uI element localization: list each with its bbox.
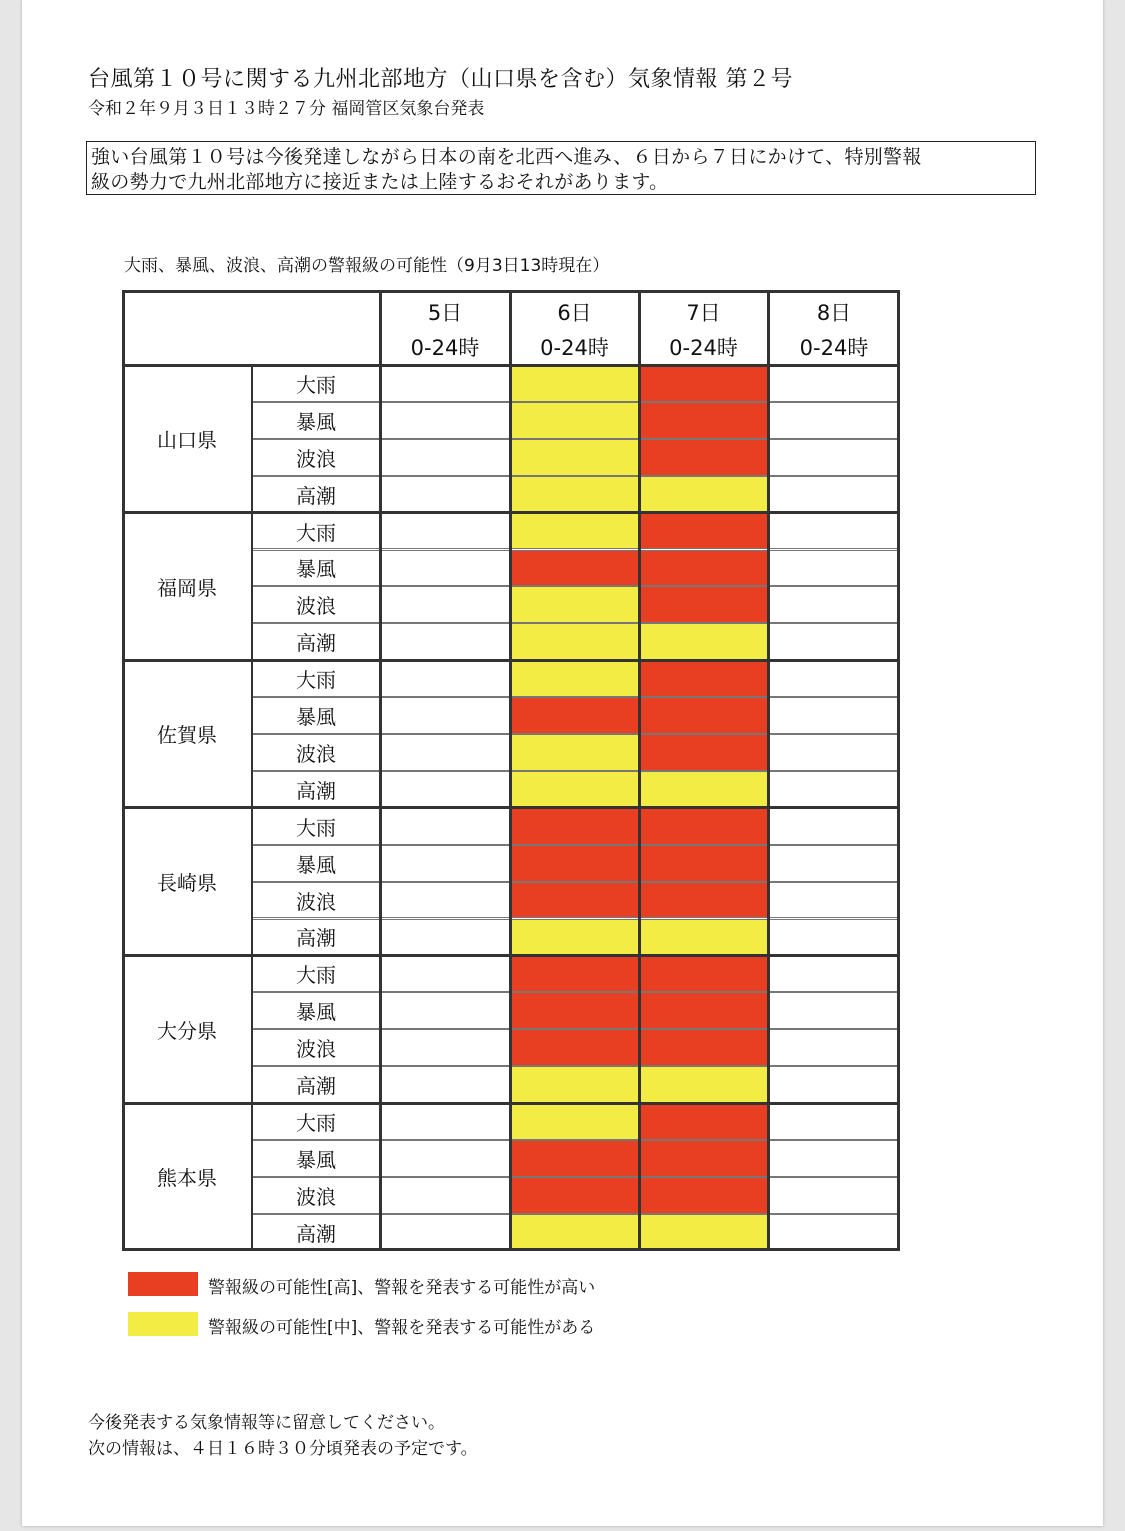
- day-label: 5日: [427, 301, 463, 325]
- page-title: 台風第１０号に関する九州北部地方（山口県を含む）気象情報 第２号: [88, 67, 793, 92]
- hazard-label: 大雨: [296, 1110, 336, 1135]
- level-cell-high: [510, 697, 639, 734]
- day-label: 6日: [557, 301, 592, 325]
- legend-swatch-high: [128, 1272, 198, 1296]
- hazard-label: 高潮: [296, 926, 336, 951]
- level-cell-none: [768, 660, 900, 697]
- level-cell-high: [639, 882, 768, 919]
- hazard-label: 波浪: [296, 889, 336, 914]
- level-cell-none: [768, 919, 900, 956]
- hazard-label: 暴風: [296, 557, 336, 582]
- level-cell-mid: [510, 1103, 639, 1140]
- level-cell-mid: [510, 623, 639, 660]
- level-cell-high: [639, 845, 768, 882]
- hazard-label: 大雨: [296, 963, 336, 988]
- level-cell-none: [768, 513, 900, 550]
- prefecture-name: 佐賀県: [157, 723, 217, 748]
- level-cell-none: [768, 808, 900, 845]
- hazard-label: 暴風: [296, 1000, 336, 1025]
- level-cell-none: [380, 1066, 510, 1103]
- level-cell-none: [380, 882, 510, 919]
- hazard-label: 暴風: [296, 852, 336, 877]
- level-cell-mid: [510, 660, 639, 697]
- prefecture-name: 熊本県: [157, 1166, 217, 1191]
- document-page: [22, 0, 1103, 1526]
- level-cell-none: [380, 623, 510, 660]
- hazard-label: 高潮: [296, 631, 336, 656]
- summary-box: [86, 141, 1036, 195]
- level-cell-high: [510, 992, 639, 1029]
- level-cell-none: [380, 734, 510, 771]
- level-cell-mid: [639, 623, 768, 660]
- level-cell-mid: [510, 919, 639, 956]
- level-cell-mid: [510, 439, 639, 476]
- level-cell-none: [768, 1103, 900, 1140]
- level-cell-high: [639, 365, 768, 402]
- level-cell-none: [768, 955, 900, 992]
- hazard-label: 暴風: [296, 1147, 336, 1172]
- level-cell-mid: [639, 476, 768, 513]
- level-cell-high: [639, 402, 768, 439]
- level-cell-high: [639, 586, 768, 623]
- level-cell-high: [510, 1140, 639, 1177]
- hazard-label: 波浪: [296, 594, 336, 619]
- footer-note: 今後発表する気象情報等に留意してください。: [88, 1413, 445, 1433]
- level-cell-none: [768, 623, 900, 660]
- prefecture-name: 山口県: [157, 428, 217, 453]
- level-cell-none: [380, 955, 510, 992]
- level-cell-high: [510, 882, 639, 919]
- hazard-label: 高潮: [296, 778, 336, 803]
- level-cell-high: [639, 1103, 768, 1140]
- period-label: 0-24時: [540, 335, 609, 360]
- level-cell-high: [639, 734, 768, 771]
- level-cell-none: [380, 365, 510, 402]
- hazard-label: 暴風: [296, 705, 336, 730]
- level-cell-high: [639, 955, 768, 992]
- level-cell-none: [768, 365, 900, 402]
- level-cell-none: [380, 402, 510, 439]
- level-cell-none: [380, 550, 510, 587]
- next-info-note: 次の情報は、４日１６時３０分頃発表の予定です。: [88, 1439, 478, 1459]
- level-cell-none: [768, 845, 900, 882]
- hazard-label: 波浪: [296, 741, 336, 766]
- hazard-label: 暴風: [296, 409, 336, 434]
- level-cell-none: [380, 808, 510, 845]
- table-caption: 大雨、暴風、波浪、高潮の警報級の可能性（9月3日13時現在）: [124, 256, 610, 276]
- level-cell-high: [639, 439, 768, 476]
- level-cell-mid: [510, 513, 639, 550]
- level-cell-high: [639, 1029, 768, 1066]
- level-cell-mid: [510, 365, 639, 402]
- level-cell-high: [510, 808, 639, 845]
- level-cell-high: [639, 697, 768, 734]
- level-cell-high: [510, 550, 639, 587]
- level-cell-none: [380, 771, 510, 808]
- level-cell-none: [380, 697, 510, 734]
- level-cell-high: [510, 1177, 639, 1214]
- level-cell-mid: [510, 771, 639, 808]
- level-cell-mid: [510, 402, 639, 439]
- level-cell-none: [768, 550, 900, 587]
- warning-possibility-table: [122, 290, 900, 1254]
- level-cell-mid: [510, 734, 639, 771]
- level-cell-high: [639, 513, 768, 550]
- level-cell-none: [768, 476, 900, 513]
- level-cell-none: [768, 882, 900, 919]
- level-cell-high: [639, 660, 768, 697]
- level-cell-none: [380, 476, 510, 513]
- period-label: 0-24時: [799, 335, 869, 360]
- hazard-label: 大雨: [296, 668, 336, 693]
- level-cell-mid: [639, 1214, 768, 1251]
- header-corner-cell: [122, 290, 380, 365]
- level-cell-high: [639, 808, 768, 845]
- legend-label-mid: 警報級の可能性[中]、警報を発表する可能性がある: [208, 1318, 596, 1338]
- level-cell-none: [768, 697, 900, 734]
- level-cell-none: [380, 992, 510, 1029]
- level-cell-mid: [639, 1066, 768, 1103]
- hazard-label: 高潮: [296, 483, 336, 508]
- level-cell-none: [380, 1029, 510, 1066]
- level-cell-none: [768, 734, 900, 771]
- level-cell-high: [510, 1029, 639, 1066]
- hazard-label: 高潮: [296, 1221, 336, 1246]
- level-cell-none: [380, 919, 510, 956]
- level-cell-none: [768, 1140, 900, 1177]
- prefecture-name: 長崎県: [157, 871, 217, 896]
- level-cell-none: [380, 1103, 510, 1140]
- level-cell-high: [510, 955, 639, 992]
- level-cell-high: [639, 992, 768, 1029]
- level-cell-none: [768, 1029, 900, 1066]
- period-label: 0-24時: [669, 335, 738, 360]
- level-cell-none: [380, 439, 510, 476]
- level-cell-none: [380, 660, 510, 697]
- level-cell-none: [380, 1140, 510, 1177]
- level-cell-none: [768, 771, 900, 808]
- hazard-label: 大雨: [296, 520, 336, 545]
- level-cell-none: [768, 1214, 900, 1251]
- summary-line: 強い台風第１０号は今後発達しながら日本の南を北西へ進み、６日から７日にかけて、特別警報: [91, 146, 922, 168]
- level-cell-mid: [639, 919, 768, 956]
- day-label: 8日: [816, 301, 852, 325]
- hazard-label: 波浪: [296, 446, 336, 471]
- prefecture-name: 大分県: [157, 1018, 217, 1043]
- day-label: 7日: [686, 301, 721, 325]
- level-cell-high: [639, 1177, 768, 1214]
- level-cell-none: [380, 845, 510, 882]
- level-cell-none: [768, 586, 900, 623]
- legend-label-high: 警報級の可能性[高]、警報を発表する可能性が高い: [208, 1278, 596, 1298]
- prefecture-name: 福岡県: [157, 575, 217, 600]
- hazard-label: 波浪: [296, 1184, 336, 1209]
- level-cell-none: [380, 1177, 510, 1214]
- level-cell-none: [768, 992, 900, 1029]
- level-cell-none: [380, 513, 510, 550]
- level-cell-mid: [510, 1066, 639, 1103]
- level-cell-none: [768, 1177, 900, 1214]
- level-cell-none: [768, 402, 900, 439]
- level-cell-none: [768, 439, 900, 476]
- issue-info: 令和２年９月３日１３時２７分 福岡管区気象台発表: [88, 99, 485, 119]
- level-cell-high: [510, 845, 639, 882]
- legend-swatch-mid: [128, 1312, 198, 1336]
- summary-line: 級の勢力で九州北部地方に接近または上陸するおそれがあります。: [91, 171, 669, 193]
- level-cell-mid: [510, 586, 639, 623]
- level-cell-mid: [510, 1214, 639, 1251]
- period-label: 0-24時: [410, 335, 480, 360]
- hazard-label: 波浪: [296, 1037, 336, 1062]
- level-cell-mid: [639, 771, 768, 808]
- level-cell-none: [380, 586, 510, 623]
- hazard-label: 大雨: [296, 372, 336, 397]
- level-cell-mid: [510, 476, 639, 513]
- level-cell-high: [639, 1140, 768, 1177]
- level-cell-high: [639, 550, 768, 587]
- hazard-label: 高潮: [296, 1074, 336, 1099]
- level-cell-none: [380, 1214, 510, 1251]
- level-cell-none: [768, 1066, 900, 1103]
- hazard-label: 大雨: [296, 815, 336, 840]
